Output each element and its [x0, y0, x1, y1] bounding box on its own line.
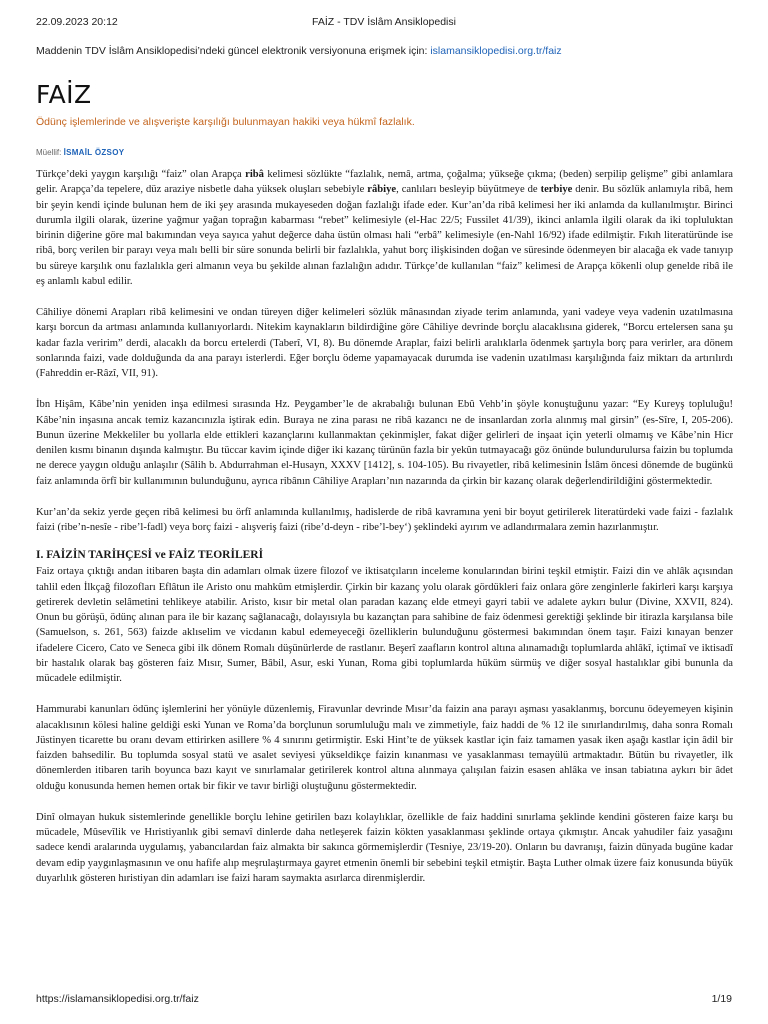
footer-url: https://islamansiklopedisi.org.tr/faiz: [36, 993, 199, 1005]
notice-text: Maddenin TDV İslâm Ansiklopedisi’ndeki güncel elektronik versiyonuna erişmek için:: [36, 45, 431, 57]
text-run: denir. Bu sözlük anlamıyla ribâ, hem bir şeyin kendi içinde bulunan hem de iki şey arasında mukayeseden doğan fazlalığı ifade eder. Kur’an’da ribâ kelimesi her iki anlamda da kullanılmıştır. Birinci durumla ilgili olarak, üzerine yağmur yağan toprağın kabarması “rebet” kelimesiyle (el-Hac 22/5; Fussilet 41/39), ikinci anlamla ilgili olarak da iki topluluktan birinin diğerine göre mal bakımından veya sayıca yahut değerce daha üstün olması hali “erbâ” kelimesiyle (en-Nahl 16/92) ifade edilmiştir. Fıkıh literatüründe ise ribâ, borç verilen bir parayı veya malı belli bir süre sonunda belirli bir fazlalıkla, yahut borç ilişkisinden doğan ve süresinde ödenmeyen bir alacağa ek vade tanıyıp bu süreye karşılık onu fazlalıkla geri almanın veya bu şekilde alınan fazlalığın adıdır. Türkçe’de kullanılan “faiz” kelimesi de Arapça kökenli olup genelde ribâ ile eş anlamlı kabul edilir.: [36, 184, 733, 287]
text-run: , canlıları besleyip büyütmeye de: [396, 184, 541, 196]
text-run: Türkçe’deki yaygın karşılığı “faiz” olan Arapça: [36, 169, 246, 180]
article-body: [36, 167, 733, 902]
print-datetime: 22.09.2023 20:12: [36, 16, 118, 28]
paragraph-2: Câhiliye dönemi Arapları ribâ kelimesini ve ondan türeyen diğer kelimeleri sözlük mânasından ziyade terim anlamında, yani vadeye veya vadenin uzatılmasına karşı borcun da artması anlamında kullanıyorlardı. Nitekim kaynakların bildirdiğine göre Câhiliye devrinde borçlu alacaklısına giderek, “Borcu ertelersen sana şu kadar fazla veririm” derdi, alacaklı da borcu ertelerdi (Taberî, VI, 8). Bu dönemde Araplar, faizi belirli aralıklarla ödenmek şartıyla borç para verirler, ara dönem sonlarında faizi, vade dolduğunda da ana parayı isterlerdi. Eğer borçlu ödeme yapamayacak durumda ise vadenin uzatılması karşılığında faiz miktarı da artırılırdı (Fahreddin er-Râzî, VII, 91).: [36, 307, 733, 379]
author-line: [36, 148, 124, 157]
version-notice: [36, 45, 732, 57]
author-label: Müellif:: [36, 148, 64, 157]
page-number: 1/19: [711, 993, 732, 1005]
paragraph-5: Faiz ortaya çıktığı andan itibaren başta din adamları olmak üzere filozof ve iktisatçıların inceleme konularından birini teşkil etmiştir. Faizi din ve ahlâk açısından tahlil eden İlkçağ filozofları Eflâtun ile Aristo onu mahkûm etmişlerdir. Çirkin bir kazanç yolu olarak gördükleri faiz onlara göre zenginlerle fakirleri karşı karşıya getirerek devletin selâmetini tehlikeye atabilir. Aristo, kısır bir metal olan paradan kazanç elde etmeyi gayri tabii ve adalete aykırı bulur (Divine, XXVII, 824). Onun bu görüşü, ödünç alınan para ile bir kazanç sağlanacağı, dolayısıyla bu kazançtan para sahibine de faiz ödenmesi gerektiği şeklinde bir itirazla karşılansa bile (Samuelson, s. 261, 563) faizde aklıselim ve vicdanın kabul edemeyeceği özelliklerin bulunduğunu göstermesi bakımından önem taşır. Faizi kınayan benzer ifadelere Cicero, Cato ve Seneca gibi ilk dönem Romalı düşünürlerde de rastlanır. Beşerî zaafların kontrol altına alınamadığı toplumlarda ahlâkî, içtimaî ve iktisadî bir hastalık olarak baş gösteren faiz Mısır, Sumer, Bâbil, Asur, eski Yunan, Roma gibi toplumlarda hüküm sürmüş ve diğer sosyal hastalıklar gibi bununla da mücadele edilmiştir.: [36, 566, 733, 684]
term-rabiye: râbiye: [367, 184, 397, 196]
text-run: kelimesi sözlükte “fazlalık, nemâ, artma, çoğalma; yükseğe çıkma; (beden) serpilip gelişme” gibi anlamlara gelir. Arapça’da tepelere, düz araziye nisbetle daha yüksek oluşları sebebiyle: [36, 169, 733, 196]
term-riba: ribâ: [245, 169, 264, 180]
article-title: FAİZ: [36, 80, 92, 109]
browser-title: FAİZ - TDV İslâm Ansiklopedisi: [312, 16, 456, 28]
page-footer: [36, 993, 732, 1007]
paragraph-4: Kur’an’da sekiz yerde geçen ribâ kelimesi bu örfî anlamında kullanılmış, hadislerde de ribâ kavramına yeni bir boyut getirilerek literatürdeki vade faizi - fazlalık faizi (ribe’n-nesîe - ribe’l-fadl) veya borç faizi - alışveriş faizi (ribe’d-deyn - ribe’l-bey‘) şeklindeki ayırım ve adlandırmalara zemin hazırlanmıştır.: [36, 506, 733, 533]
paragraph-3: İbn Hişâm, Kâbe’nin yeniden inşa edilmesi sırasında Hz. Peygamber’le de akrabalığı bulunan Ebû Vehb’in şöyle konuştuğunu yazar: “Ey Kureyş topluluğu! Kâbe’nin inşasına ancak temiz kazancınızla iştirak edin. Buraya ne zina parası ne ribâ kazancı ne de insanlardan zorla alınmış mal girsin” (es-Sîre, I, 205-206). Bunun üzerine Mekkeliler bu yollarla elde ettikleri kazançlarını kullanmaktan çekinmişler, fakat diğer gelirleri de inşaat için yeterli olmamış ve Kâbe’nin Hicr denilen kısmı binanın dışında kalmıştır. Bu tüccar kavim içinde diğer iki kazanç türünün fazla bir yekûn tutmayacağı göz önünde bulundurulursa faizin bu toplumda ne derece yaygın olduğu anlaşılır (Sâlih b. Abdurrahman el-Husayn, XXXV [1412], s. 104-105). Bu rivayetler, ribâ kelimesinin İslâm öncesi dönemde de bugünkü faiz anlamında örfî bir kullanımının bulunduğunu, ayrıca ribânın Câhiliye Arapları’nın nazarında da çirkin bir kazanç olarak değerlendirildiğini göstermektedir.: [36, 399, 733, 487]
paragraph-1: [36, 167, 733, 289]
author-name[interactable]: İSMAİL ÖZSOY: [63, 148, 125, 157]
section-heading: I. FAİZİN TARİHÇESİ ve FAİZ TEORİLERİ: [36, 549, 264, 562]
article-subtitle: Ödünç işlemlerinde ve alışverişte karşılığı bulunmayan hakiki veya hükmî fazlalık.: [36, 116, 415, 128]
term-terbiye: terbiye: [540, 184, 573, 196]
article-link[interactable]: islamansiklopedisi.org.tr/faiz: [430, 45, 562, 57]
paragraph-7: Dinî olmayan hukuk sistemlerinde genellikle borçlu lehine getirilen bazı kolaylıklar, özellikle de faiz haddini sınırlama şeklinde kendini gösteren faize karşı bu mücadele, Mûsevîlik ve Hıristiyanlık gibi semavî dinlerde daha netleşerek faizin kökten yasaklanması şeklinde ortaya çıkmıştır. Ancak yahudiler faiz yasağını sadece kendi aralarında uygulamış, yabancılardan faiz almakta bir sakınca görmemişlerdir (Tesniye, 23/19-20). Onların bu davranışı, faizin dünyada bugüne kadar devam edip yaygınlaşmasının ve onu hafife alıp meşrulaştırmaya gayret etmenin önemli bir sebebini teşkil etmiştir. Başta Luther olmak üzere faiz konusunda büyük duyarlılık gösteren hıristiyan din adamları ise faizi haram saymakta asırlarca direnmişlerdir.: [36, 811, 733, 884]
page-header: [36, 16, 732, 30]
paragraph-6: Hammurabi kanunları ödünç işlemlerini her yönüyle düzenlemiş, Firavunlar devrinde Mısır’da faizin ana parayı aşması yasaklanmış, borcunu ödeyemeyen kişinin alacaklısının kölesi haline geldiği eski Yunan ve Roma’da borçlunun sorumluluğu malı ve zimmetiyle, faiz haddi de % 12 ile sınırlandırılmış, daha sonra Romalı Jüstinyen ticarette bu oranı devam ettirirken asillere % 4 sınırını getirmiştir. Eski Hint’te de yüksek kastlar için faiz tamamen yasak iken aşağı kastlar için âdil bir faizden bahsedilir. Bu toplumda sosyal statü ve asalet seviyesi yükseldikçe faizin kınanması ve yasaklanması temayülü artmaktadır. Bütün bu rivayetler, ilk dönemlerden itibaren tarih boyunca bazı kayıt ve sınırlamalar getirilerek kontrol altına alınmaya çalışılan faizin esasen ahlâka ve insan tabiatına aykırı bir âdet olduğu konusunda hemen hemen ortak bir fikir ve tavır birliği oluştuğunu göstermektedir.: [36, 704, 733, 792]
